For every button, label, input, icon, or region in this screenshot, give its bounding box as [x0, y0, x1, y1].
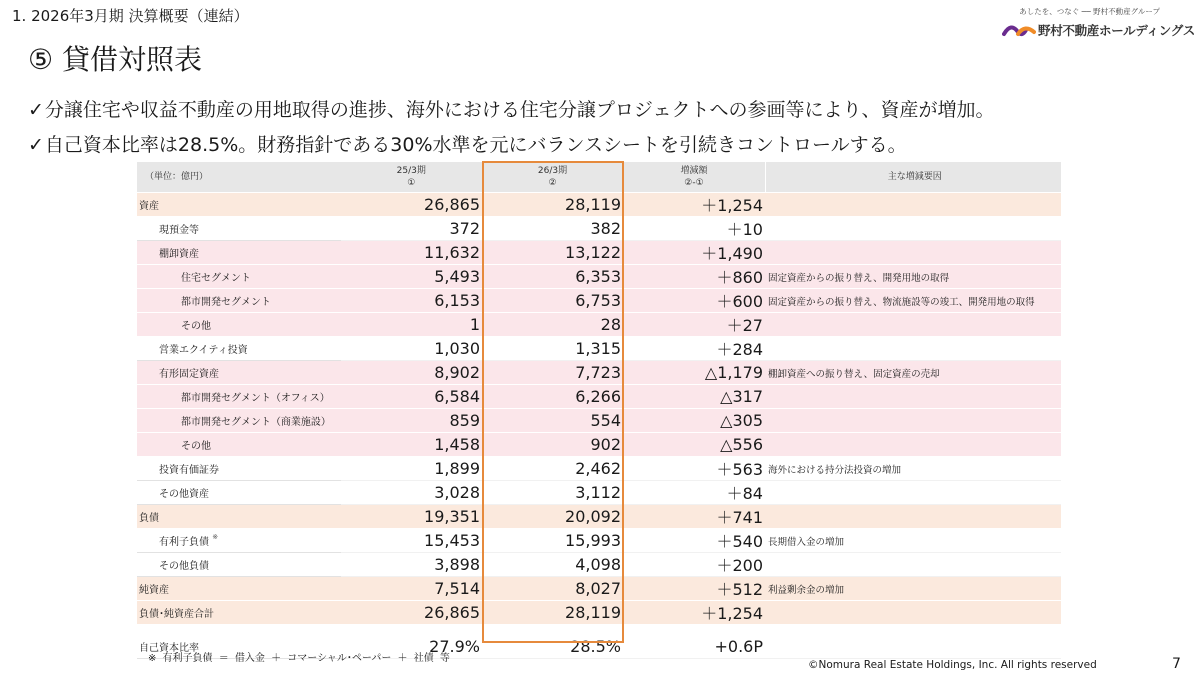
row-label: [137, 409, 341, 433]
value-fy2026: 28,119: [482, 193, 623, 217]
table-row: [137, 457, 1061, 481]
table-row: [137, 265, 1061, 289]
slide-title: ⑤ 貸借対照表: [28, 43, 203, 76]
table-row: [137, 313, 1061, 337]
value-fy2025: 27.9%: [341, 635, 482, 659]
value-fy2025: 3,898: [341, 553, 482, 577]
change-reason: [765, 635, 1061, 659]
check-icon: ✓: [28, 99, 44, 121]
row-label: [137, 385, 341, 409]
value-change: +0.6P: [623, 635, 765, 659]
row-label-text: 純資産: [139, 585, 169, 596]
row-label: [137, 289, 341, 313]
row-label: [137, 217, 341, 241]
header-change-mark: ②-①: [684, 178, 704, 188]
row-label-text: 営業エクイティ投資: [159, 345, 248, 356]
value-fy2025: 11,632: [341, 241, 482, 265]
table-row: [137, 193, 1061, 217]
value-fy2026: 3,112: [482, 481, 623, 505]
section-title: 1. 2026年3月期 決算概要（連結）: [12, 7, 249, 25]
row-label: [137, 313, 341, 337]
row-label: [137, 337, 341, 361]
row-label: [137, 553, 341, 577]
header-fy2025-mark: ①: [407, 178, 416, 188]
value-change: ＋27: [623, 313, 765, 337]
row-label-text: その他負債: [159, 561, 209, 572]
value-fy2025: 5,493: [341, 265, 482, 289]
value-fy2026: 15,993: [482, 529, 623, 553]
logo-name: 野村不動産ホールディングス: [1038, 23, 1195, 38]
change-reason: 固定資産からの振り替え、物流施設等の竣工、開発用地の取得: [765, 289, 1061, 313]
value-change: ＋1,254: [623, 193, 765, 217]
change-reason: [765, 601, 1061, 625]
bullet-item: [28, 93, 995, 128]
table-row: [137, 529, 1061, 553]
row-label-text: 投資有価証券: [159, 465, 219, 476]
value-fy2026: 28.5%: [482, 635, 623, 659]
value-fy2026: 28: [482, 313, 623, 337]
row-label: [137, 577, 341, 601]
summary-bullets: [28, 93, 995, 163]
row-label-text: その他資産: [159, 489, 209, 500]
value-fy2025: 1,899: [341, 457, 482, 481]
value-fy2025: 15,453: [341, 529, 482, 553]
logo-tagline: あしたを、つなぐ ── 野村不動産グループ: [1019, 7, 1160, 16]
change-reason: [765, 337, 1061, 361]
change-reason: [765, 385, 1061, 409]
value-fy2026: 4,098: [482, 553, 623, 577]
row-label: [137, 361, 341, 385]
value-fy2025: 26,865: [341, 193, 482, 217]
table-row: [137, 361, 1061, 385]
table-row: [137, 481, 1061, 505]
header-fy2026-label: 26/3期: [537, 166, 568, 176]
value-change: ＋600: [623, 289, 765, 313]
change-reason: 固定資産からの振り替え、開発用地の取得: [765, 265, 1061, 289]
value-change: △1,179: [623, 361, 765, 385]
table-row: [137, 505, 1061, 529]
table-row: [137, 553, 1061, 577]
value-fy2026: 902: [482, 433, 623, 457]
change-reason: 海外における持分法投資の増加: [765, 457, 1061, 481]
row-label-text: その他: [181, 441, 211, 452]
footnote: ※ 有利子負債 ＝ 借入金 ＋ コマーシャル･ペーパー ＋ 社債 等: [148, 653, 450, 664]
row-label-text: 負債･純資産合計: [139, 609, 214, 620]
row-label-text: 現預金等: [159, 225, 199, 236]
row-label: [137, 505, 341, 529]
value-fy2025: 1: [341, 313, 482, 337]
value-fy2025: 6,584: [341, 385, 482, 409]
value-fy2026: 28,119: [482, 601, 623, 625]
value-change: ＋741: [623, 505, 765, 529]
value-fy2026: 554: [482, 409, 623, 433]
spacer-cell: [137, 625, 1061, 635]
value-fy2025: 859: [341, 409, 482, 433]
table-header-row: [137, 162, 1061, 193]
table-row: [137, 409, 1061, 433]
table-row: [137, 601, 1061, 625]
logo-mark-icon: [1002, 20, 1036, 40]
row-label: [137, 241, 341, 265]
value-fy2025: 1,030: [341, 337, 482, 361]
row-label-text: 都市開発セグメント（商業施設）: [181, 417, 331, 428]
value-fy2026: 8,027: [482, 577, 623, 601]
row-label: [137, 529, 341, 553]
row-label-text: 有形固定資産: [159, 369, 219, 380]
change-reason: 利益剰余金の増加: [765, 577, 1061, 601]
row-label-text: 資産: [139, 201, 159, 212]
value-fy2025: 1,458: [341, 433, 482, 457]
balance-sheet-table: [137, 162, 1061, 659]
row-label: [137, 265, 341, 289]
company-logo: [1000, 6, 1195, 42]
value-change: ＋200: [623, 553, 765, 577]
value-change: ＋10: [623, 217, 765, 241]
unit-label: （単位：億円）: [137, 162, 341, 193]
value-fy2026: 2,462: [482, 457, 623, 481]
row-label: [137, 193, 341, 217]
header-change: [623, 162, 765, 193]
row-label-text: 自己資本比率: [139, 643, 199, 654]
value-fy2026: 20,092: [482, 505, 623, 529]
value-fy2026: 6,266: [482, 385, 623, 409]
change-reason: [765, 505, 1061, 529]
row-note-mark: ※: [212, 533, 219, 541]
row-label-text: 負債: [139, 513, 159, 524]
value-change: ＋540: [623, 529, 765, 553]
change-reason: [765, 433, 1061, 457]
value-fy2025: 8,902: [341, 361, 482, 385]
change-reason: 長期借入金の増加: [765, 529, 1061, 553]
value-fy2025: 3,028: [341, 481, 482, 505]
value-change: △317: [623, 385, 765, 409]
change-reason: [765, 481, 1061, 505]
table-row: [137, 241, 1061, 265]
header-fy2026-mark: ②: [548, 178, 557, 188]
change-reason: 棚卸資産への振り替え、固定資産の売却: [765, 361, 1061, 385]
table-body: [137, 193, 1061, 659]
row-label: [137, 457, 341, 481]
value-change: ＋512: [623, 577, 765, 601]
row-label: [137, 481, 341, 505]
row-label-text: その他: [181, 321, 211, 332]
value-fy2026: 7,723: [482, 361, 623, 385]
value-change: ＋563: [623, 457, 765, 481]
change-reason: [765, 217, 1061, 241]
row-label: [137, 601, 341, 625]
row-label-text: 都市開発セグメント: [181, 297, 271, 308]
change-reason: [765, 313, 1061, 337]
table-row: [137, 289, 1061, 313]
change-reason: [765, 241, 1061, 265]
bullet-text: 分譲住宅や収益不動産の用地取得の進捗、海外における住宅分譲プロジェクトへの参画等により、資産が増加。: [44, 99, 995, 121]
value-fy2026: 6,753: [482, 289, 623, 313]
copyright: ©Nomura Real Estate Holdings, Inc. All rights reserved: [808, 659, 1097, 671]
value-change: △556: [623, 433, 765, 457]
header-fy2026: [482, 162, 623, 193]
row-label-text: 有利子負債: [159, 537, 209, 548]
value-fy2026: 6,353: [482, 265, 623, 289]
table-row: [137, 385, 1061, 409]
value-change: ＋84: [623, 481, 765, 505]
change-reason: [765, 409, 1061, 433]
value-change: △305: [623, 409, 765, 433]
value-fy2026: 382: [482, 217, 623, 241]
header-change-label: 増減額: [680, 166, 708, 176]
value-fy2025: 7,514: [341, 577, 482, 601]
bullet-text: 自己資本比率は28.5%。財務指針である30%水準を元にバランスシートを引続きコントロールする。: [44, 134, 907, 156]
value-change: ＋1,490: [623, 241, 765, 265]
header-fy2025-label: 25/3期: [396, 166, 426, 176]
table-row: [137, 217, 1061, 241]
table-row: [137, 433, 1061, 457]
header-fy2025: [341, 162, 482, 193]
value-fy2026: 1,315: [482, 337, 623, 361]
value-fy2026: 13,122: [482, 241, 623, 265]
check-icon: ✓: [28, 134, 44, 156]
value-fy2025: 372: [341, 217, 482, 241]
row-label-text: 住宅セグメント: [181, 273, 251, 284]
row-label-text: 棚卸資産: [159, 249, 199, 260]
value-change: ＋284: [623, 337, 765, 361]
change-reason: [765, 193, 1061, 217]
value-fy2025: 26,865: [341, 601, 482, 625]
table-row: [137, 577, 1061, 601]
bullet-item: [28, 128, 995, 163]
change-reason: [765, 553, 1061, 577]
table-spacer: [137, 625, 1061, 635]
value-change: ＋1,254: [623, 601, 765, 625]
header-reason: 主な増減要因: [765, 162, 1061, 193]
value-fy2025: 6,153: [341, 289, 482, 313]
row-label-text: 都市開発セグメント（オフィス）: [181, 393, 330, 404]
value-change: ＋860: [623, 265, 765, 289]
table-row: [137, 337, 1061, 361]
value-fy2025: 19,351: [341, 505, 482, 529]
row-label: [137, 433, 341, 457]
page-number: 7: [1172, 656, 1181, 672]
